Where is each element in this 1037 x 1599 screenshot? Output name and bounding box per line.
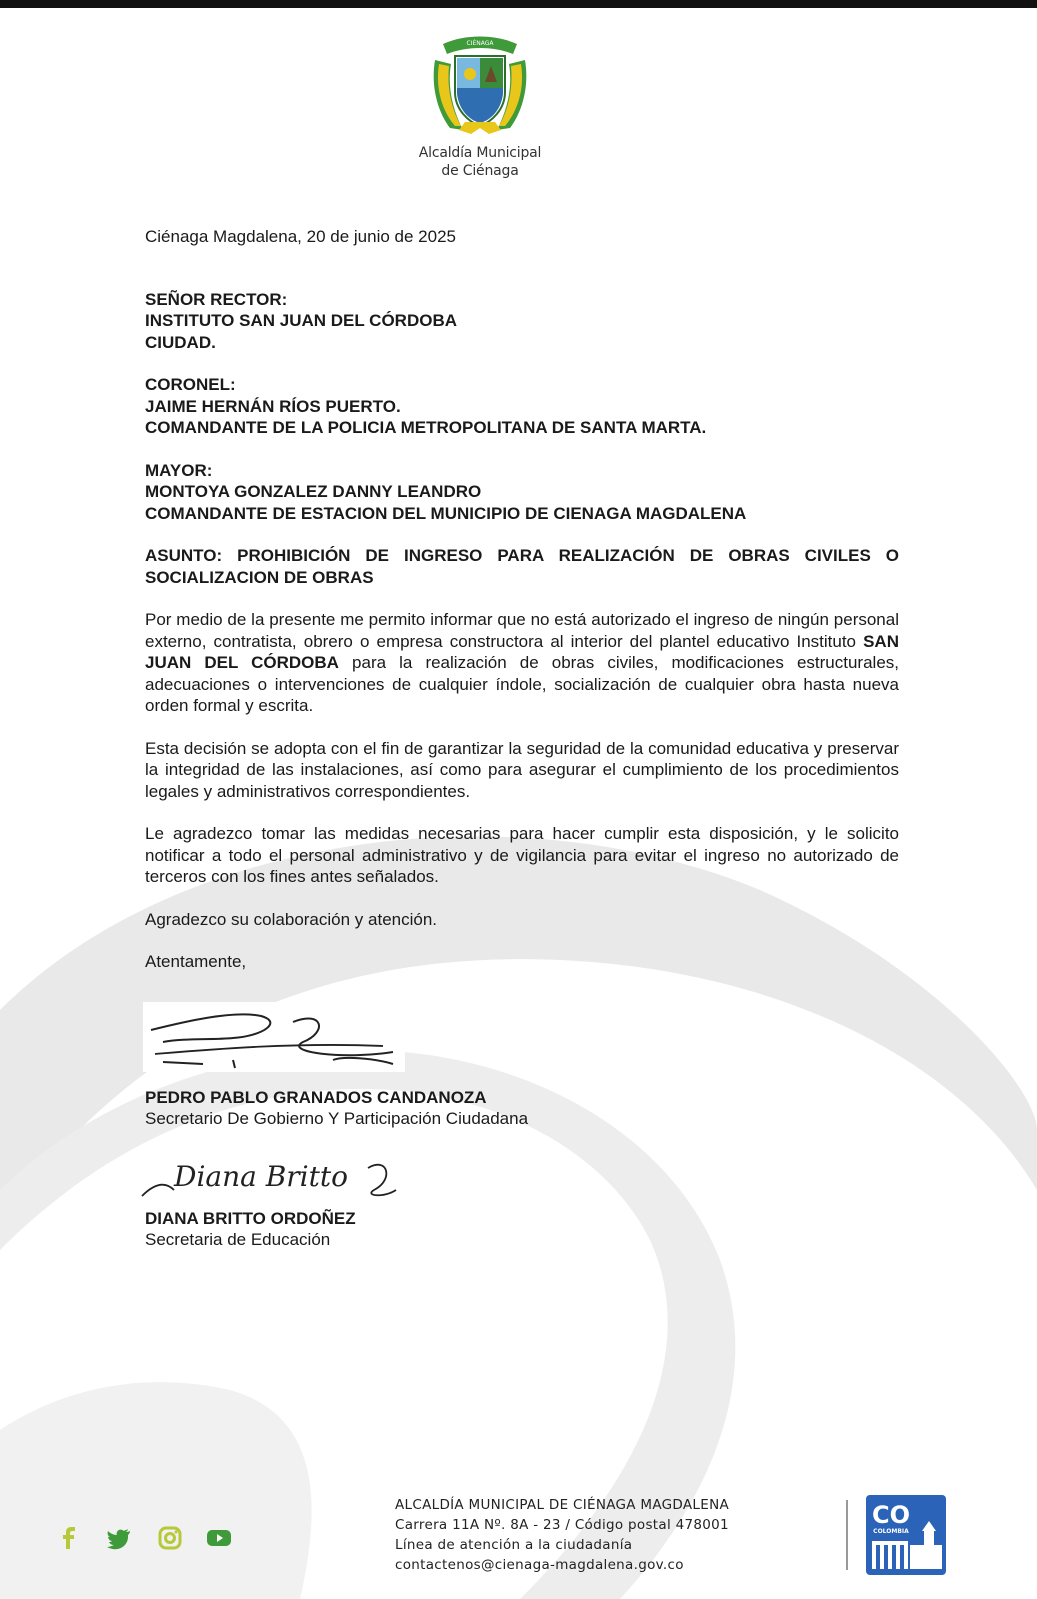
- letter-date: Ciénaga Magdalena, 20 de junio de 2025: [145, 227, 456, 246]
- recipient-name: INSTITUTO SAN JUAN DEL CÓRDOBA: [145, 311, 458, 330]
- recipient-position: COMANDANTE DE ESTACION DEL MUNICIPIO DE CIENAGA MAGDALENA: [145, 503, 747, 523]
- paragraph-4: Agradezco su colaboración y atención.: [145, 909, 438, 929]
- recipient-block-1: [145, 289, 899, 354]
- paragraph-2: Esta decisión se adopta con el fin de garantizar la seguridad de la comunidad educativa y preservar la integridad de las instalaciones, así como para asegurar el cumplimiento de los procedimientos legales y administrativos correspondientes.: [145, 738, 899, 801]
- footer-divider: [846, 1500, 848, 1570]
- recipient-name: JAIME HERNÁN RÍOS PUERTO.: [145, 396, 401, 416]
- handwritten-signature-icon: [138, 1150, 398, 1208]
- closing: Atentamente,: [145, 952, 247, 971]
- signer-2-role: Secretaria de Educación: [145, 1230, 331, 1249]
- signer-1-role: Secretario De Gobierno Y Participación Ciudadana: [145, 1109, 529, 1128]
- footer-contact: [395, 1495, 729, 1575]
- letter-subject: ASUNTO: PROHIBICIÓN DE INGRESO PARA REALIZACIÓN DE OBRAS CIVILES O SOCIALIZACION DE OBRAS: [145, 546, 899, 587]
- footer-hotline-label: Línea de atención a la ciudadanía: [395, 1537, 633, 1553]
- footer-org-name: ALCALDÍA MUNICIPAL DE CIÉNAGA MAGDALENA: [395, 1497, 730, 1513]
- instagram-icon[interactable]: [157, 1525, 183, 1551]
- footer-email[interactable]: contactenos@cienaga-magdalena.gov.co: [395, 1557, 684, 1573]
- signature-handwriting: Diana Britto: [174, 1160, 349, 1193]
- recipient-title: SEÑOR RECTOR:: [145, 289, 288, 309]
- co-badge-main: CO: [871, 1501, 911, 1529]
- facebook-icon[interactable]: [57, 1525, 83, 1551]
- twitter-icon[interactable]: [106, 1525, 132, 1551]
- youtube-icon[interactable]: [206, 1525, 232, 1551]
- recipient-position: CIUDAD.: [145, 332, 216, 352]
- signer-2-name: DIANA BRITTO ORDOÑEZ: [145, 1209, 356, 1228]
- footer-address: Carrera 11A Nº. 8A - 23 / Código postal 478001: [395, 1517, 729, 1533]
- logo-banner-text: CIÉNAGA: [466, 40, 494, 47]
- recipient-title: MAYOR:: [145, 460, 213, 480]
- signer-1-name: PEDRO PABLO GRANADOS CANDANOZA: [145, 1088, 487, 1107]
- org-name-line2: de Ciénaga: [441, 163, 519, 179]
- top-edge-bar: [0, 0, 1037, 8]
- recipient-block-2: [145, 374, 899, 439]
- recipient-title: CORONEL:: [145, 375, 236, 394]
- paragraph-1-bold: SAN JUAN DEL CÓRDOBA: [145, 631, 899, 672]
- colombia-co-badge-icon: [866, 1495, 946, 1575]
- org-name: [380, 144, 580, 180]
- municipal-coat-of-arms-icon: [425, 30, 535, 140]
- recipient-position: COMANDANTE DE LA POLICIA METROPOLITANA DE SANTA MARTA.: [145, 418, 707, 437]
- paragraph-3: Le agradezco tomar las medidas necesarias para hacer cumplir esta disposición, y le solicito notificar a todo el personal administrativo y de vigilancia para evitar el ingreso no autorizado de terceros con los fines antes señalados.: [145, 824, 899, 886]
- paragraph-1-text-end: para la realización de obras civiles, modificaciones estructurales, adecuaciones o intervenciones de cualquier índole, socialización de cualquier obra hasta nueva orden formal y escrita.: [145, 653, 900, 715]
- recipient-block-3: [145, 460, 899, 525]
- paragraph-1-text: Por medio de la presente me permito informar que no está autorizado el ingreso de ningún personal externo, contratista, obrero o empresa constructora al interior del plantel educativo Instituto: [145, 610, 899, 651]
- co-badge-sub: COLOMBIA: [873, 1528, 909, 1535]
- letter-body: [145, 226, 899, 994]
- paragraph-1: [145, 609, 899, 717]
- handwritten-signature-icon: [143, 1002, 405, 1072]
- recipient-name: MONTOYA GONZALEZ DANNY LEANDRO: [145, 482, 482, 501]
- org-name-line1: Alcaldía Municipal: [418, 145, 542, 161]
